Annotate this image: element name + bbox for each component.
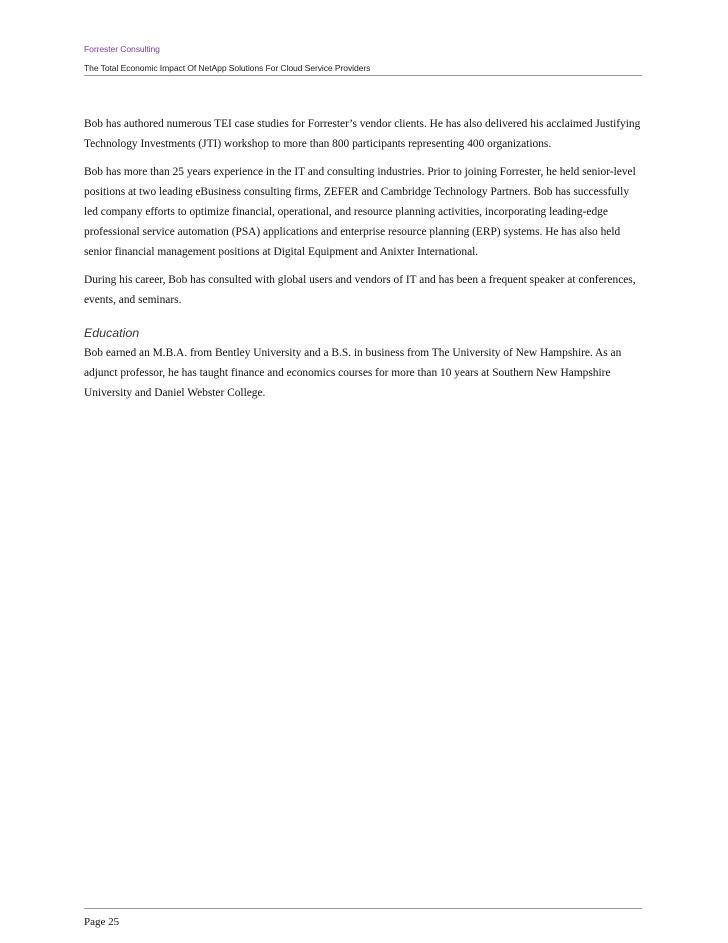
paragraph-experience: Bob has more than 25 years experience in the IT and consulting industries. Prior to joining Forrester, he held senior-level positions at two leading eBusiness consulting firms, ZEFER and Cambridge Technology Partners. Bob has successfully led company efforts to optimize financial, operational, and resource planning activities, incorporating leading-edge professional service automation (PSA) applications and enterprise resource planning (ERP) systems. He has also held senior financial management positions at Digital Equipment and Anixter International. — [84, 166, 636, 258]
report-title: The Total Economic Impact Of NetApp Solutions For Cloud Service Providers — [84, 63, 371, 73]
education-heading: Education — [84, 326, 140, 340]
paragraph-tei-case-studies: Bob has authored numerous TEI case studies for Forrester’s vendor clients. He has also delivered his acclaimed Justifying Technology Investments (JTI) workshop to more than 800 participants representing 400 organizations. — [84, 118, 641, 150]
page-number: Page 25 — [84, 916, 120, 928]
paragraph-education: Bob earned an M.B.A. from Bentley University and a B.S. in business from The University of New Hampshire. As an adjunct professor, he has taught finance and economics courses for more than 10 years at Southern New Hampshire University and Daniel Webster College. — [84, 347, 622, 399]
footer-divider — [84, 908, 642, 909]
company-name: Forrester Consulting — [84, 44, 160, 54]
paragraph-career: During his career, Bob has consulted with global users and vendors of IT and has been a frequent speaker at conferences, events, and seminars. — [84, 274, 636, 306]
page-header — [84, 44, 642, 74]
page-body — [84, 114, 644, 403]
header-divider — [84, 75, 642, 76]
